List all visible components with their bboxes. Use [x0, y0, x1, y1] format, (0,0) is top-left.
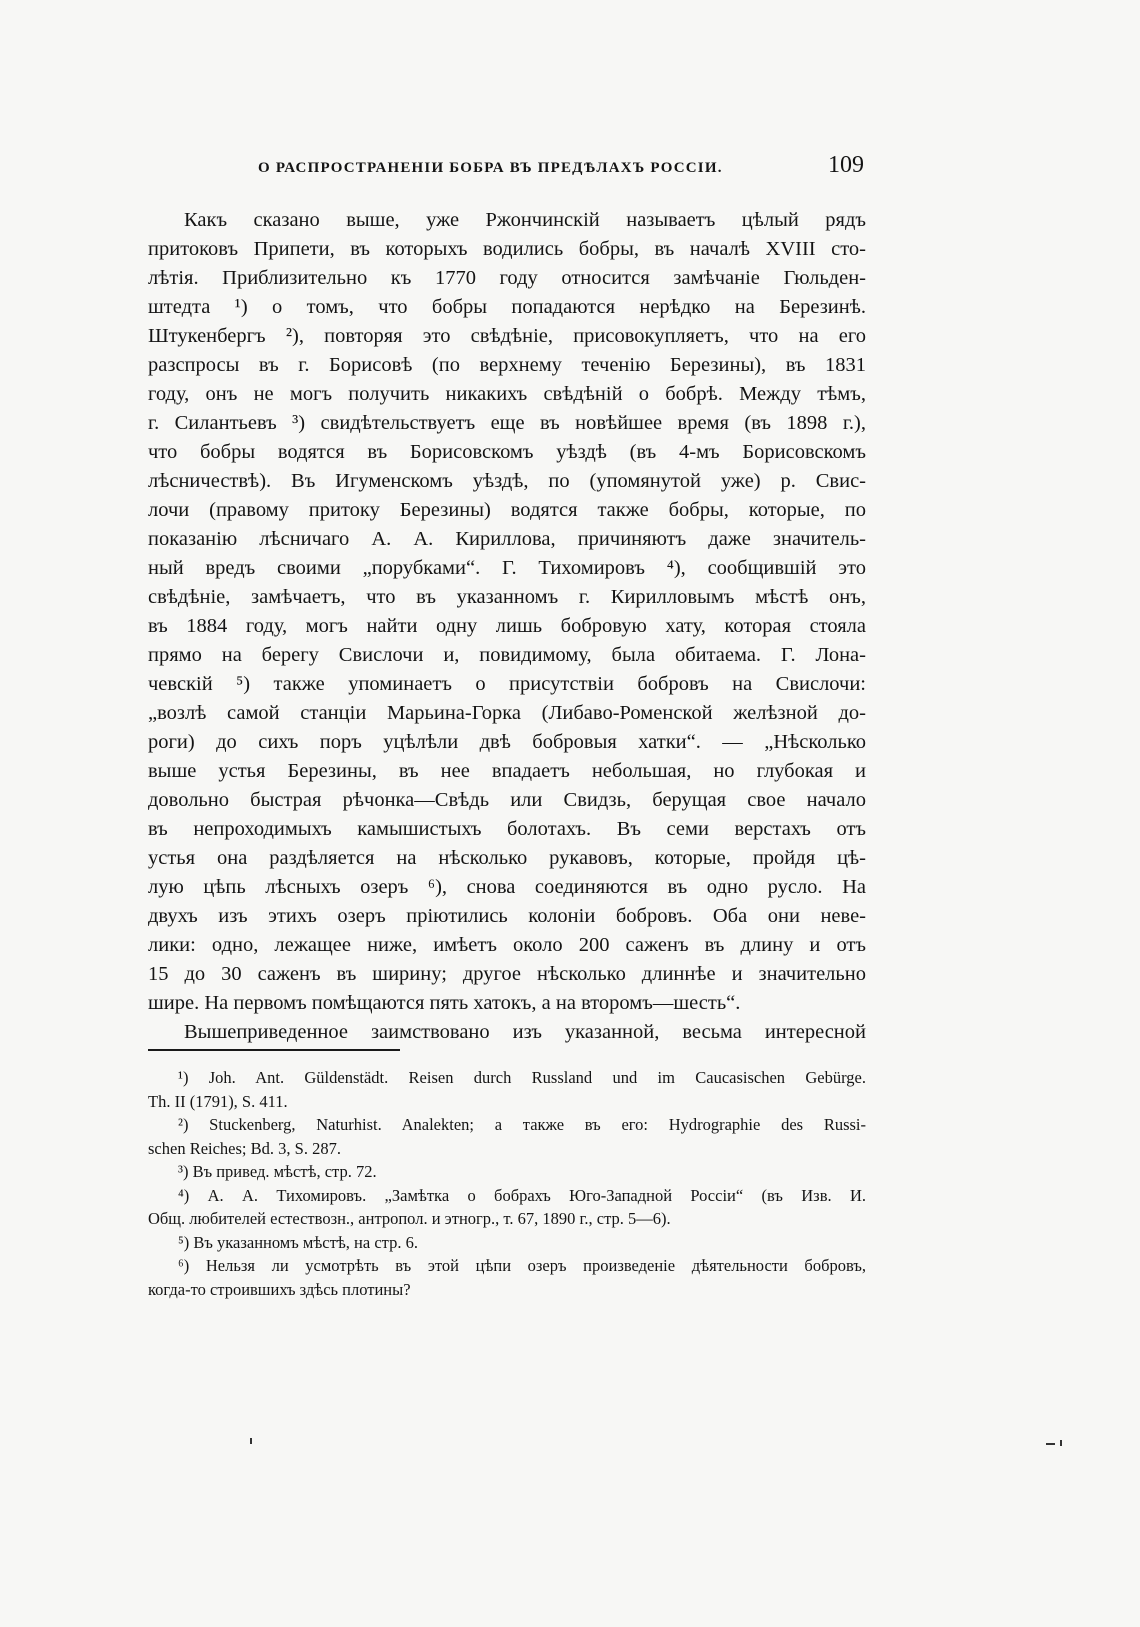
- text-line: шире. На первомъ помѣщаются пять хатокъ, а на второмъ—шесть“.: [148, 992, 741, 1014]
- text-line: лѣсничествѣ). Въ Игуменскомъ уѣздѣ, по (упомянутой уже) р. Свис-: [148, 470, 866, 492]
- footnote-line: ⁵) Въ указанномъ мѣстѣ, на стр. 6.: [178, 1232, 418, 1252]
- footnote-line: ³) Въ привед. мѣстѣ, стр. 72.: [178, 1162, 377, 1181]
- text-line: въ 1884 году, могъ найти одну лишь бобровую хату, которая стояла: [148, 615, 866, 637]
- text-line: двухъ изъ этихъ озеръ пріютились колоніи бобровъ. Оба они неве-: [148, 905, 866, 927]
- footnote-line: Th. II (1791), S. 411.: [148, 1091, 288, 1111]
- text-line: свѣдѣніе, замѣчаетъ, что въ указанномъ г. Кирилловымъ мѣстѣ онъ,: [148, 586, 866, 608]
- text-line: году, онъ не могъ получить никакихъ свѣдѣній о бобрѣ. Между тѣмъ,: [148, 383, 866, 405]
- text-line: устья она раздѣляется на нѣсколько рукавовъ, которые, пройдя цѣ-: [148, 847, 866, 869]
- footnote-line: schen Reiches; Bd. 3, S. 287.: [148, 1138, 341, 1158]
- text-line: лѣтія. Приблизительно къ 1770 году относится замѣчаніе Гюльден-: [148, 267, 866, 289]
- text-line: выше устья Березины, въ нее впадаетъ небольшая, но глубокая и: [148, 760, 866, 782]
- text-line: лочи (правому притоку Березины) водятся также бобры, которые, по: [148, 499, 866, 521]
- scan-speck: [250, 1438, 252, 1444]
- text-line: показанію лѣсничаго А. А. Кириллова, причиняютъ даже значитель-: [148, 528, 866, 550]
- page-number: 109: [828, 152, 864, 178]
- text-line: лую цѣпь лѣсныхъ озеръ ⁶), снова соединяются въ одно русло. На: [148, 876, 866, 898]
- text-line: притоковъ Припети, въ которыхъ водились бобры, въ началѣ XVIII сто-: [148, 238, 866, 260]
- scan-speck: [1046, 1443, 1055, 1445]
- footnote-line: ²) Stuckenberg, Naturhist. Analekten; а также въ его: Hydrographie des Russi-: [178, 1115, 866, 1134]
- text-line: что бобры водятся въ Борисовскомъ уѣздѣ (въ 4-мъ Борисовскомъ: [148, 441, 866, 463]
- text-line: 15 до 30 саженъ въ ширину; другое нѣсколько длиннѣе и значительно: [148, 963, 866, 985]
- text-line: Вышеприведенное заимствовано изъ указанной, весьма интересной: [184, 1021, 866, 1043]
- text-line: въ непроходимыхъ камышистыхъ болотахъ. Въ семи верстахъ отъ: [148, 818, 866, 840]
- main-text: [148, 206, 866, 1047]
- page-header: [148, 152, 866, 186]
- text-line: Какъ сказано выше, уже Ржончинскій называетъ цѣлый рядъ: [184, 209, 866, 231]
- text-line: ный вредъ своими „порубками“. Г. Тихомировъ ⁴), сообщившій это: [148, 557, 866, 579]
- footnote-line: когда-то строившихъ здѣсь плотины?: [148, 1279, 411, 1299]
- footnote-separator: [148, 1049, 400, 1051]
- text-line: прямо на берегу Свислочи и, повидимому, была обитаема. Г. Лона-: [148, 644, 866, 666]
- text-line: Штукенбергъ ²), повторяя это свѣдѣніе, присовокупляетъ, что на его: [148, 325, 866, 347]
- footnote-line: Общ. любителей естествозн., антропол. и этногр., т. 67, 1890 г., стр. 5—6).: [148, 1209, 671, 1228]
- footnote-line: ⁴) А. А. Тихомировъ. „Замѣтка о бобрахъ Юго-Западной Россіи“ (въ Изв. И.: [178, 1185, 866, 1205]
- running-title: О РАСПРОСТРАНЕНІИ БОБРА ВЪ ПРЕДѢЛАХЪ РОССІИ.: [258, 160, 723, 176]
- text-line: „возлѣ самой станціи Марьина-Горка (Либаво-Роменской желѣзной до-: [148, 702, 866, 724]
- scan-speck: [1060, 1440, 1062, 1446]
- text-line: разспросы въ г. Борисовѣ (по верхнему теченію Березины), въ 1831: [148, 354, 866, 376]
- footnote-line: ⁶) Нельзя ли усмотрѣть въ этой цѣпи озеръ произведеніе дѣятельности бобровъ,: [178, 1256, 866, 1275]
- text-line: роги) до сихъ поръ уцѣлѣли двѣ бобровыя хатки“. — „Нѣсколько: [148, 731, 866, 753]
- text-line: чевскій ⁵) также упоминаетъ о присутствіи бобровъ на Свислочи:: [148, 673, 866, 695]
- text-line: довольно быстрая рѣчонка—Свѣдь или Свидзь, берущая свое начало: [148, 789, 866, 811]
- text-line: штедта ¹) о томъ, что бобры попадаются нерѣдко на Березинѣ.: [148, 296, 866, 318]
- footnotes: [148, 1066, 866, 1301]
- footnote-line: ¹) Joh. Ant. Güldenstädt. Reisen durch Russland und im Caucasischen Gebürge.: [178, 1068, 866, 1087]
- text-line: г. Силантьевъ ³) свидѣтельствуетъ еще въ новѣйшее время (въ 1898 г.),: [148, 412, 866, 434]
- text-line: лики: одно, лежащее ниже, имѣетъ около 200 саженъ въ длину и отъ: [148, 934, 866, 956]
